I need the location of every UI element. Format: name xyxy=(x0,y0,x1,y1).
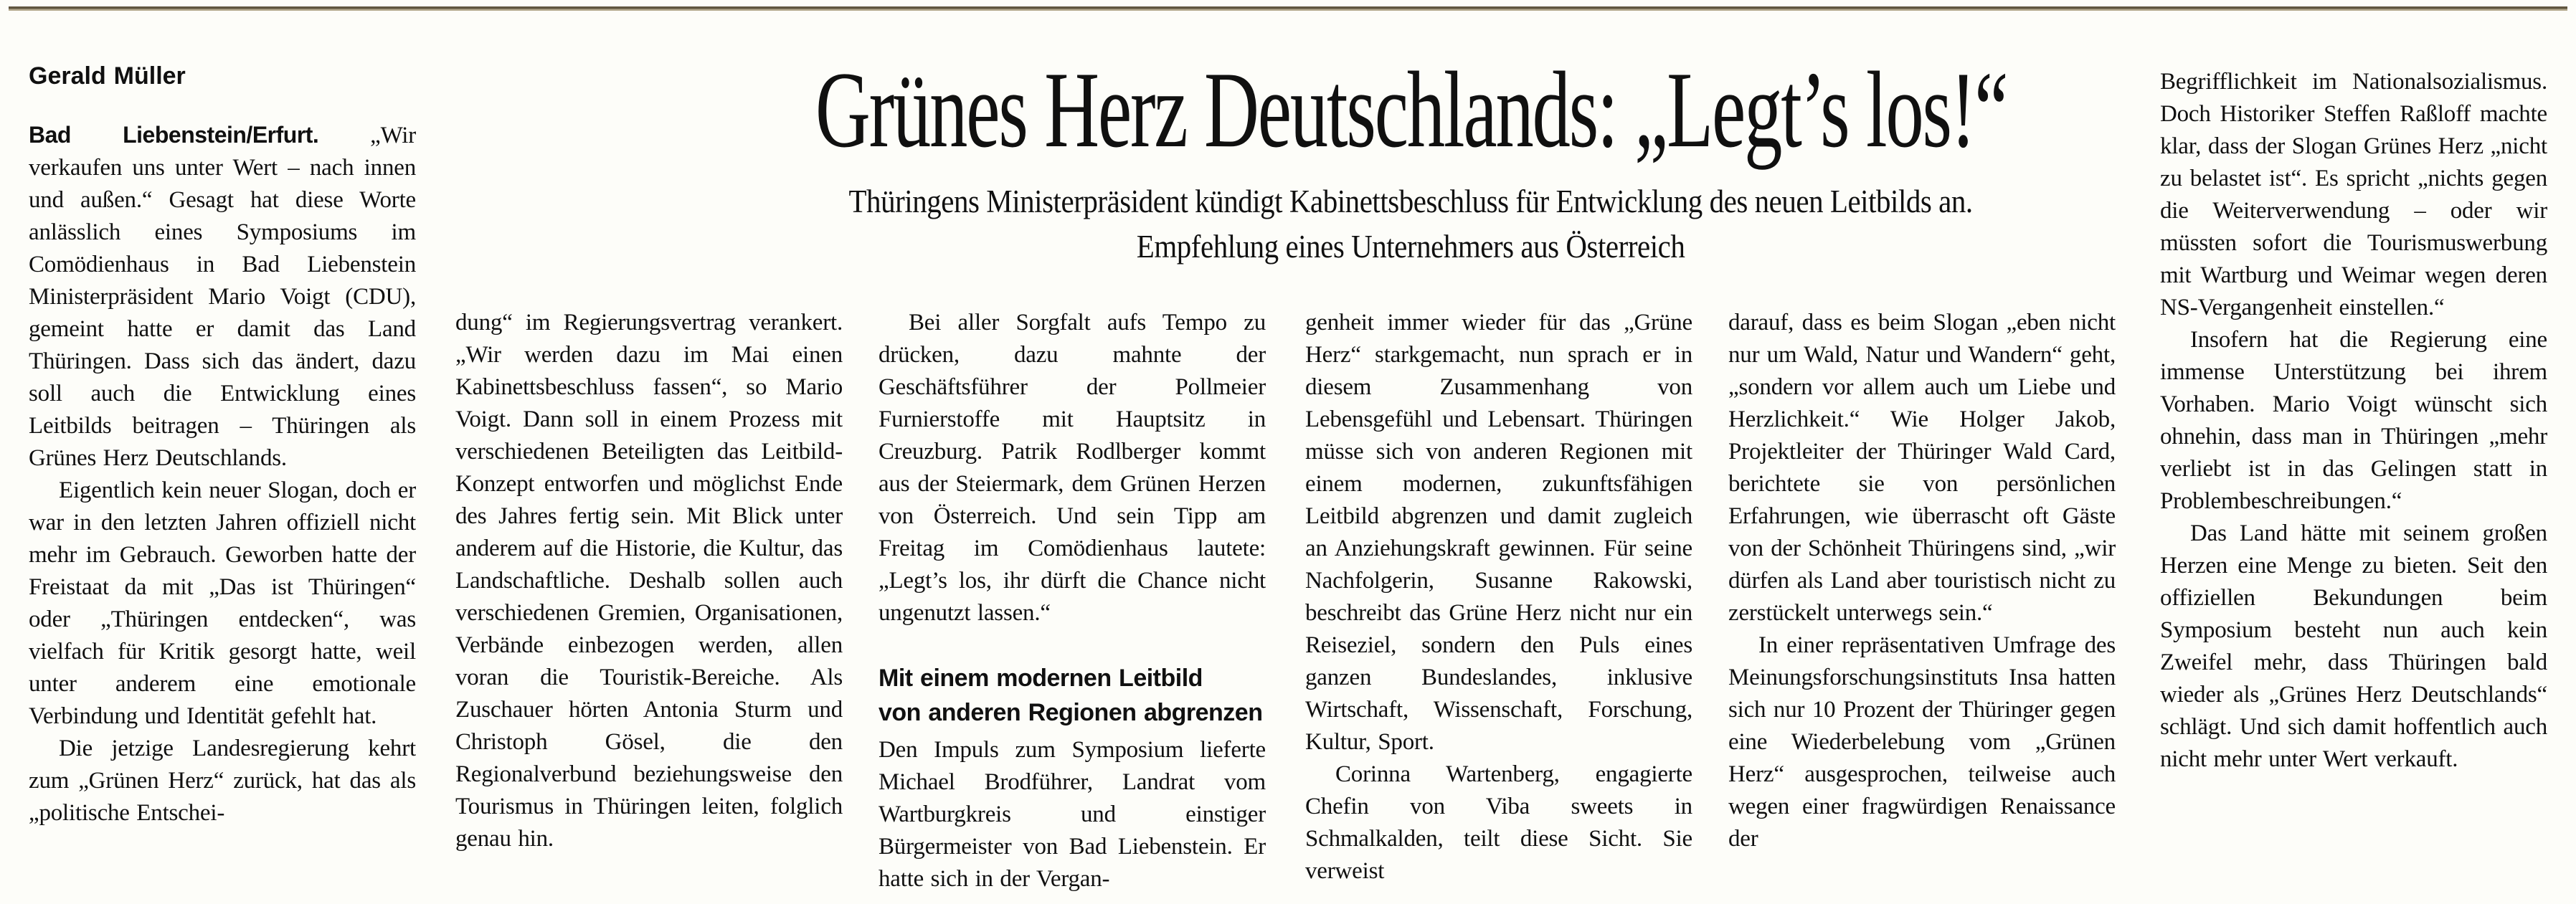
paragraph: dung“ im Regierungsvertrag verankert. „Wir werden dazu im Mai einen Kabinettsbeschluss fassen“, so Mario Voigt. Dann soll in einem Prozess mit verschiedenen Beteiligten das Leitbild-Konzept entworfen und möglichst Ende des Jahres fertig sein. Mit Blick unter anderem auf die Historie, die Kultur, das Landschaftliche. Deshalb sollen auch verschiedenen Gremien, Organisationen, Verbände einbezogen werden, allen voran die Touristik-Bereiche. Als Zuschauer hörten Antonia Sturm und Christoph Gösel, die den Regionalverbund beziehungsweise den Tourismus in Thüringen leiten, folglich genau hin. xyxy=(455,310,843,852)
byline: Gerald Müller xyxy=(29,62,186,90)
paragraph xyxy=(29,119,416,475)
paragraph: Eigentlich kein neuer Slogan, doch er war in den letzten Jahren offiziell nicht mehr im Gebrauch. Geworben hatte der Freistaat da mit „Das ist Thüringen“ oder „Thüringen entdecken“, was vielfach für Kritik gesorgt hatte, weil unter anderem eine emotionale Verbindung und Identität gefehlt hat. xyxy=(29,477,416,729)
article-headline xyxy=(455,49,2367,170)
article-header xyxy=(455,49,2367,270)
column-2 xyxy=(455,307,843,855)
column-1 xyxy=(29,62,416,829)
column-4 xyxy=(1305,307,1692,888)
paragraph: darauf, dass es beim Slogan „eben nicht nur um Wald, Natur und Wandern“ geht, „sondern vor allem auch um Liebe und Herzlichkeit.“ Wie Holger Jakob, Projektleiter der Thüringer Wald Card, berichtete sie von persönlichen Erfahrungen, wie überrascht oft Gäste von der Schönheit Thüringens sind, „wir dürfen als Land aber touristisch nicht zu zerstückelt unterwegs sein.“ xyxy=(1728,310,2116,626)
paragraph: Den Impuls zum Symposium lieferte Michael Brodführer, Landrat vom Wartburgkreis und einstiger Bürgermeister von Bad Liebenstein. Er hatte sich in der Vergan- xyxy=(879,737,1266,892)
paragraph: Das Land hätte mit seinem großen Herzen eine Menge zu bieten. Seit den offiziellen Bekundungen beim Symposium besteht nun auch kein Zweifel mehr, dass Thüringen bald wieder als „Grünes Herz Deutschlands“ schlägt. Und sich damit hoffentlich auch nicht mehr unter Wert verkauft. xyxy=(2160,520,2547,772)
subtitle-line-1: Thüringens Ministerpräsident kündigt Kabinettsbeschluss für Entwicklung des neuen Leitbilds an. xyxy=(848,184,1974,219)
paragraph: Bei aller Sorgfalt aufs Tempo zu drücken, dazu mahnte der Geschäftsführer der Pollmeier Furnierstoffe mit Hauptsitz in Creuzburg. Patrik Rodlberger kommt aus der Steiermark, dem Grünen Herzen von Österreich. Und sein Tipp am Freitag im Comödienhaus lautete: „Legt’s los, ihr dürft die Chance nicht ungenutzt lassen.“ xyxy=(879,310,1266,626)
top-rule xyxy=(9,6,2567,11)
dateline: Bad Liebenstein/Erfurt. xyxy=(29,122,319,148)
section-subhead: Mit einem modernen Leitbild von anderen Regionen abgrenzen xyxy=(879,665,1263,726)
article-subtitle xyxy=(455,179,2367,270)
paragraph: Begrifflichkeit im Nationalsozialismus. Doch Historiker Steffen Raßloff machte klar, dass der Slogan Grünes Herz „nicht zu belastet ist“. Es spricht „nichts gegen die Weiterverwendung – oder wir müssten sofort die Tourismuswerbung mit Wartburg und Weimar wegen deren NS-Vergangenheit einstellen.“ xyxy=(2160,69,2547,320)
paragraph-text: „Wir verkaufen uns unter Wert – nach innen und außen.“ Gesagt hat diese Worte anlässlich eines Symposiums im Comödienhaus in Bad Liebenstein Ministerpräsident Mario Voigt (CDU), gemeint hatte er damit das Land Thüringen. Dass sich das ändert, dazu soll auch die Entwicklung eines Leitbilds beitragen – Thüringen als Grünes Herz Deutschlands. xyxy=(29,123,416,471)
paragraph: In einer repräsentativen Umfrage des Meinungsforschungsinstituts Insa hatten sich nur 10 Prozent der Thüringer gegen eine Wiederbelebung vom „Grünen Herz“ ausgesprochen, teilweise auch wegen einer fragwürdigen Renaissance der xyxy=(1728,632,2116,852)
paragraph: Die jetzige Landesregierung kehrt zum „Grünen Herz“ zurück, hat das als „politische Entschei- xyxy=(29,736,416,826)
paragraph: Corinna Wartenberg, engagierte Chefin von Viba sweets in Schmalkalden, teilt diese Sicht. Sie verweist xyxy=(1305,761,1692,884)
headline-text: Grünes Herz Deutschlands: „Legt’s los!“ xyxy=(815,49,2007,170)
paragraph: genheit immer wieder für das „Grüne Herz“ starkgemacht, nun sprach er in diesem Zusammenhang von Lebensgefühl und Lebensart. Thüringen müsse sich von anderen Regionen mit einem modernen, zukunftsfähigen Leitbild abgrenzen und damit zugleich an Anziehungskraft gewinnen. Für seine Nachfolgerin, Susanne Rakowski, beschreibt das Grüne Herz nicht nur ein Reiseziel, sondern den Puls eines ganzen Bundeslandes, inklusive Wirtschaft, Wissenschaft, Forschung, Kultur, Sport. xyxy=(1305,310,1692,755)
column-3 xyxy=(879,307,1266,895)
column-5 xyxy=(1728,307,2116,855)
paragraph: Insofern hat die Regierung eine immense Unterstützung bei ihrem Vorhaben. Mario Voigt wünscht sich ohnehin, dass man in Thüringen „mehr verliebt ist in das Gelingen statt in Problembeschreibungen.“ xyxy=(2160,327,2547,514)
column-6 xyxy=(2160,66,2547,776)
subtitle-line-2: Empfehlung eines Unternehmers aus Österreich xyxy=(1137,229,1685,265)
